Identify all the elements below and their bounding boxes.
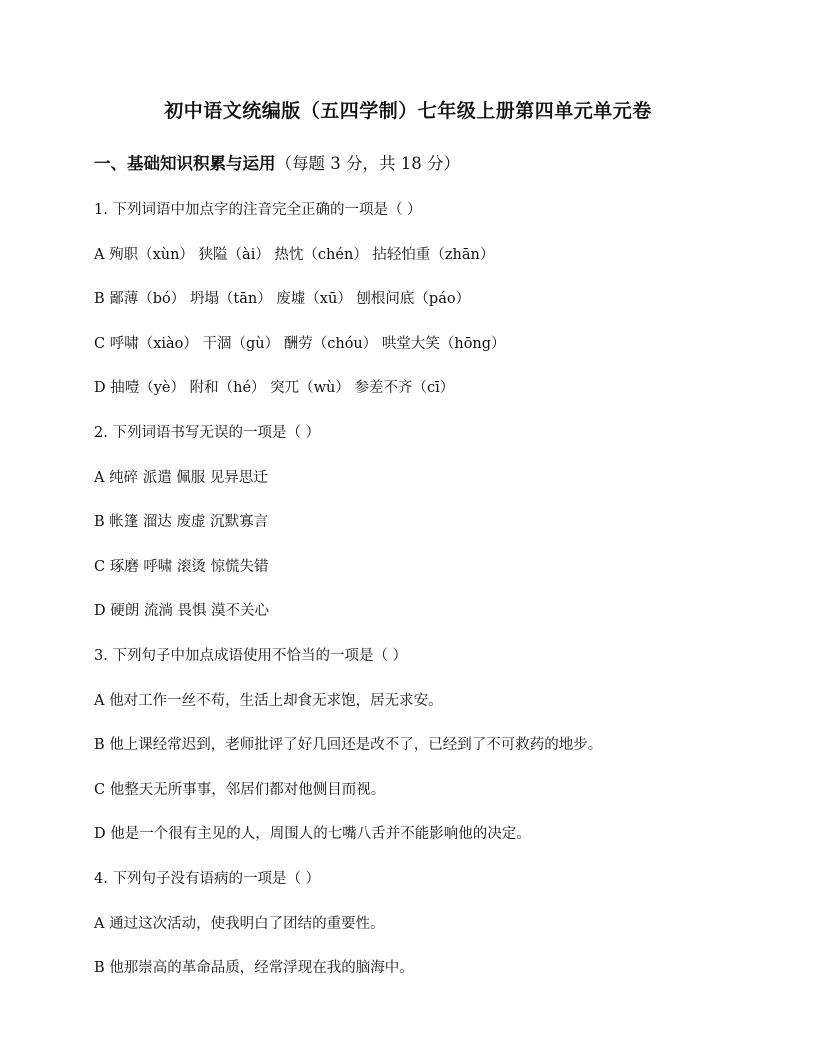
section-heading-text: 一、基础知识积累与运用 — [94, 154, 276, 173]
question-1-option-c: C 呼啸（xiào） 干涸（gù） 酬劳（chóu） 哄堂大笑（hōng） — [94, 335, 506, 352]
question-2-stem: 2. 下列词语书写无误的一项是（ ） — [94, 424, 321, 441]
question-4-stem: 4. 下列句子没有语病的一项是（ ） — [94, 870, 321, 887]
document-title: 初中语文统编版（五四学制）七年级上册第四单元单元卷 — [164, 100, 652, 122]
section-score-note: （每题 3 分，共 18 分） — [275, 154, 460, 173]
question-1-option-a: A 殉职（xùn） 狭隘（ài） 热忱（chén） 拈轻怕重（zhān） — [94, 246, 495, 263]
question-1-option-d: D 抽噎（yè） 附和（hé） 突兀（wù） 参差不齐（cī） — [94, 380, 455, 397]
question-2-option-a: A 纯碎 派遣 佩服 见异思迁 — [94, 469, 268, 486]
question-1-option-b: B 鄙薄（bó） 坍塌（tān） 废墟（xū） 刨根问底（páo） — [94, 291, 471, 308]
question-2-option-d: D 硬朗 流淌 畏惧 漠不关心 — [94, 603, 270, 620]
question-2-option-b: B 帐篷 溜达 废虚 沉默寡言 — [94, 514, 269, 531]
question-1-stem: 1. 下列词语中加点字的注音完全正确的一项是（ ） — [94, 202, 422, 218]
question-3-stem: 3. 下列句子中加点成语使用不恰当的一项是（ ） — [94, 647, 408, 664]
question-4-option-b: B 他那崇高的革命品质，经常浮现在我的脑海中。 — [94, 960, 414, 977]
question-3-option-c: C 他整天无所事事，邻居们都对他侧目而视。 — [94, 781, 386, 798]
question-2-option-c: C 琢磨 呼啸 滚烫 惊慌失错 — [94, 558, 269, 575]
section-heading — [94, 150, 460, 174]
question-3-option-a: A 他对工作一丝不苟，生活上却食无求饱，居无求安。 — [94, 692, 443, 709]
question-3-option-d: D 他是一个很有主见的人，周围人的七嘴八舌并不能影响他的决定。 — [94, 826, 531, 843]
question-3-option-b: B 他上课经常迟到，老师批评了好几回还是改不了，已经到了不可救药的地步。 — [94, 737, 603, 754]
question-list — [94, 198, 774, 1001]
question-4-option-a: A 通过这次活动，使我明白了团结的重要性。 — [94, 915, 385, 932]
